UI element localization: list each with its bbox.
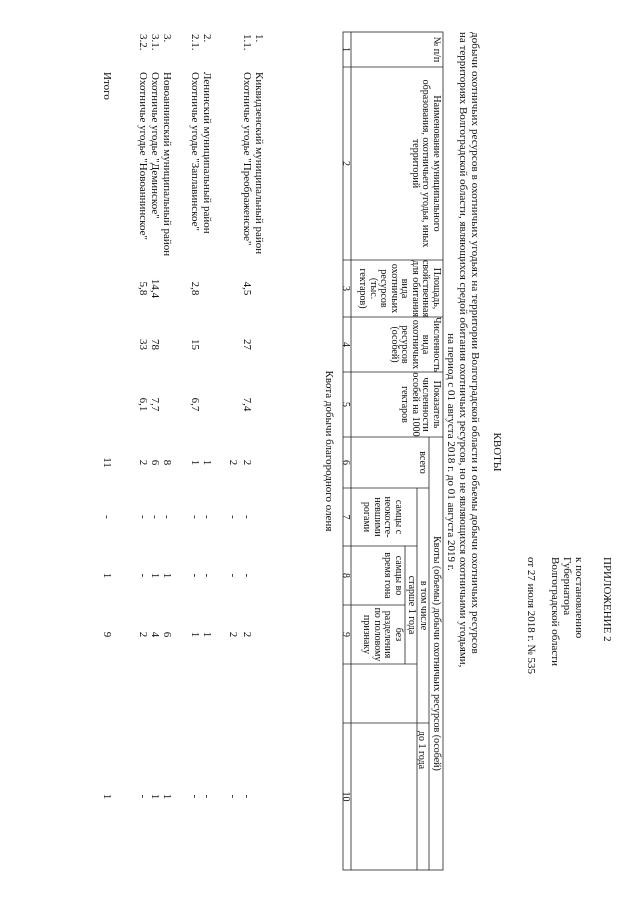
cell-total: 1 xyxy=(201,459,213,466)
cell-c10: 1 xyxy=(161,793,173,800)
cell-num: 1. xyxy=(253,34,265,43)
cell-c9: 1 xyxy=(201,631,213,638)
cell-count: 27 xyxy=(241,339,253,350)
description-line2: на территориях Волгоградской области, являющихся средой обитания охотничьих ресурсов, но не являющихся охотничьими угодьями, xyxy=(457,32,469,668)
appendix-line3: Волгоградской области xyxy=(549,557,561,666)
doc-title: КВОТЫ xyxy=(491,432,503,472)
header-total: всего xyxy=(417,451,428,474)
cell-name: Ленинский муниципальный район xyxy=(201,72,213,234)
cell-index: 7,4 xyxy=(241,397,253,412)
cell-total: 2 xyxy=(241,459,253,466)
col-number: 5 xyxy=(340,402,351,407)
header-males-horns: самцы с неокосте- невшими рогами xyxy=(361,496,404,538)
appendix-date: от 27 июля 2018 г. № 535 xyxy=(525,557,537,675)
cell-c7: - xyxy=(149,515,161,519)
cell-area: 5,8 xyxy=(137,281,149,296)
cell-c7: - xyxy=(137,515,149,519)
header-area: Площадь, свойственная для обитания вида охотничьих ресурсов (тыс. гектаров) xyxy=(357,259,442,318)
col-number: 4 xyxy=(340,342,351,347)
cell-index: 6,7 xyxy=(189,397,201,412)
section-title: Квота добычи благородного оленя xyxy=(323,370,335,532)
description-line3: на период с 01 августа 2018 г. до 01 августа 2019 г. xyxy=(445,333,457,571)
header-older-1y: старше 1 года xyxy=(406,575,417,635)
total-c9: 9 xyxy=(101,631,113,638)
col-number: 1 xyxy=(340,47,351,52)
cell-c7: - xyxy=(161,515,173,519)
appendix-line1: к постановлению xyxy=(573,557,585,639)
header-in-that-number: в том числе xyxy=(418,580,429,631)
cell-count: 33 xyxy=(137,339,149,350)
header-males-rut: самцы во время гона xyxy=(382,552,404,599)
rotated-document-page xyxy=(15,12,625,892)
cell-c7: - xyxy=(201,515,213,519)
cell-area: 4,5 xyxy=(241,281,253,296)
cell-c8: - xyxy=(201,573,213,578)
cell-c8: 1 xyxy=(161,572,173,579)
cell-count: 78 xyxy=(149,339,161,350)
cell-c9: 2 xyxy=(137,631,149,638)
cell-name: Новоаннинский муниципальный район xyxy=(161,72,173,257)
cell-c8: - xyxy=(189,573,201,578)
header-num: № п/п xyxy=(431,36,442,63)
header-name: Наименование муниципального образования, охотничьего угодья, иных территорий xyxy=(410,79,442,248)
total-c8: 1 xyxy=(101,572,113,579)
cell-total: 8 xyxy=(161,459,173,466)
cell-c7: - xyxy=(227,515,239,519)
col-number: 9 xyxy=(340,632,351,637)
cell-c10: - xyxy=(241,794,253,799)
total-c10: 1 xyxy=(101,793,113,800)
cell-c9: 4 xyxy=(149,631,161,638)
cell-c10: - xyxy=(201,794,213,799)
header-quota-group: Квоты (объемы) добычи охотничьих ресурсов (особей) xyxy=(431,536,442,771)
header-under-1y: до 1 года xyxy=(416,730,427,770)
col-number: 2 xyxy=(340,161,351,166)
cell-c8: - xyxy=(227,573,239,578)
cell-index: 7,7 xyxy=(149,397,161,412)
cell-name: Охотничье угодье "Деминское" xyxy=(149,72,161,219)
cell-area: 14,4 xyxy=(149,278,161,299)
cell-c9: 2 xyxy=(227,631,239,638)
cell-name: Охотничье угодье "Преображенское" xyxy=(241,72,253,246)
cell-c7: - xyxy=(241,515,253,519)
cell-name: Охотничье угодье "Новоаннинское" xyxy=(137,72,149,240)
cell-index: 6,1 xyxy=(137,397,149,412)
header-no-sex: без разделения по половому признаку xyxy=(361,607,404,662)
cell-num: 3. xyxy=(161,34,173,43)
cell-total: 1 xyxy=(189,459,201,466)
cell-total: 2 xyxy=(137,459,149,466)
cell-total: 6 xyxy=(149,459,161,466)
cell-area: 2,8 xyxy=(189,281,201,296)
cell-c9: 1 xyxy=(189,631,201,638)
cell-num: 2.1. xyxy=(189,34,201,51)
col-number: 3 xyxy=(340,286,351,291)
cell-c9: 6 xyxy=(161,631,173,638)
total-label: Итого xyxy=(101,72,113,100)
appendix-title: ПРИЛОЖЕНИЕ 2 xyxy=(601,557,613,642)
cell-c8: - xyxy=(137,573,149,578)
appendix-line2: Губернатора xyxy=(561,557,573,616)
header-index: Показатель численности особей на 1000 гектаров xyxy=(399,372,442,437)
description-line1: добычи охотничьих ресурсов в охотничьих угодьях на территории Волгоградской области и объемы добычи охотничьих ресурсов xyxy=(469,32,481,654)
cell-count: 15 xyxy=(189,339,201,350)
cell-num: 3.2. xyxy=(137,34,149,51)
cell-name: Киквидзенский муниципальный район xyxy=(253,72,265,255)
col-number: 7 xyxy=(340,514,351,520)
cell-num: 2. xyxy=(201,34,213,43)
col-number: 8 xyxy=(340,573,351,578)
cell-c7: - xyxy=(189,515,201,519)
cell-c8: - xyxy=(241,573,253,578)
cell-c10: - xyxy=(189,794,201,799)
cell-total: 2 xyxy=(227,459,239,466)
total-value: 11 xyxy=(101,457,113,468)
cell-num: 3.1. xyxy=(149,34,161,51)
cell-c9: 2 xyxy=(241,631,253,638)
cell-name: Охотничье угодье "Заплавинское" xyxy=(189,72,201,231)
header-count: Численность вида охотничьих ресурсов (особей) xyxy=(389,316,442,373)
cell-c10: - xyxy=(227,794,239,799)
cell-num: 1.1. xyxy=(241,34,253,51)
col-number: 6 xyxy=(340,460,351,465)
cell-c10: 1 xyxy=(149,793,161,800)
cell-c8: 1 xyxy=(149,572,161,579)
cell-c10: - xyxy=(137,794,149,799)
col-number: 10 xyxy=(340,791,351,802)
total-c7: - xyxy=(101,515,113,519)
